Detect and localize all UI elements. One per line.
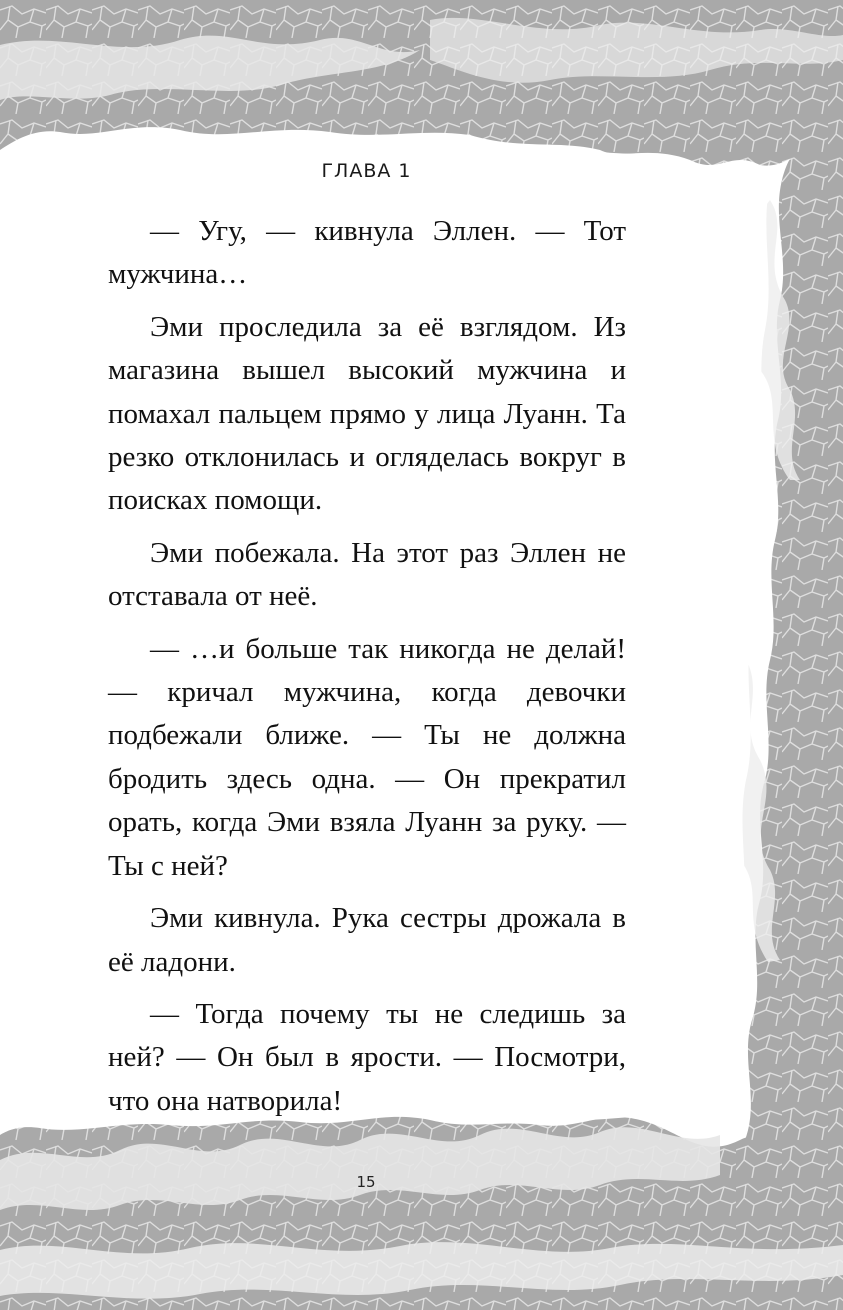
paragraph: — Тогда почему ты не следишь за ней? — Он был в ярости. — Посмотри, что она натворила! [108,997,626,1117]
chapter-title: ГЛАВА 1 [321,160,412,182]
body-text [108,210,626,1132]
paragraph: Эми побежала. На этот раз Эллен не отставала от неё. [108,536,626,613]
paragraph: Эми проследила за её взглядом. Из магазина вышел высокий мужчина и помахал пальцем прямо у лица Луанн. Та резко отклонилась и огляделась вокруг в поисках помощи. [108,310,626,517]
paragraph: Эми кивнула. Рука сестры дрожала в её ладони. [108,902,626,978]
paragraph: — …и больше так никогда не делай! — кричал мужчина, когда девочки подбежали ближе. — Ты не должна бродить здесь одна. — Он прекратил орать, когда Эми взяла Луанн за руку. — Ты с ней? [108,632,626,882]
page-number: 15 [356,1173,376,1191]
paragraph: — Угу, — кивнула Эллен. — Тот мужчина… [108,215,626,291]
